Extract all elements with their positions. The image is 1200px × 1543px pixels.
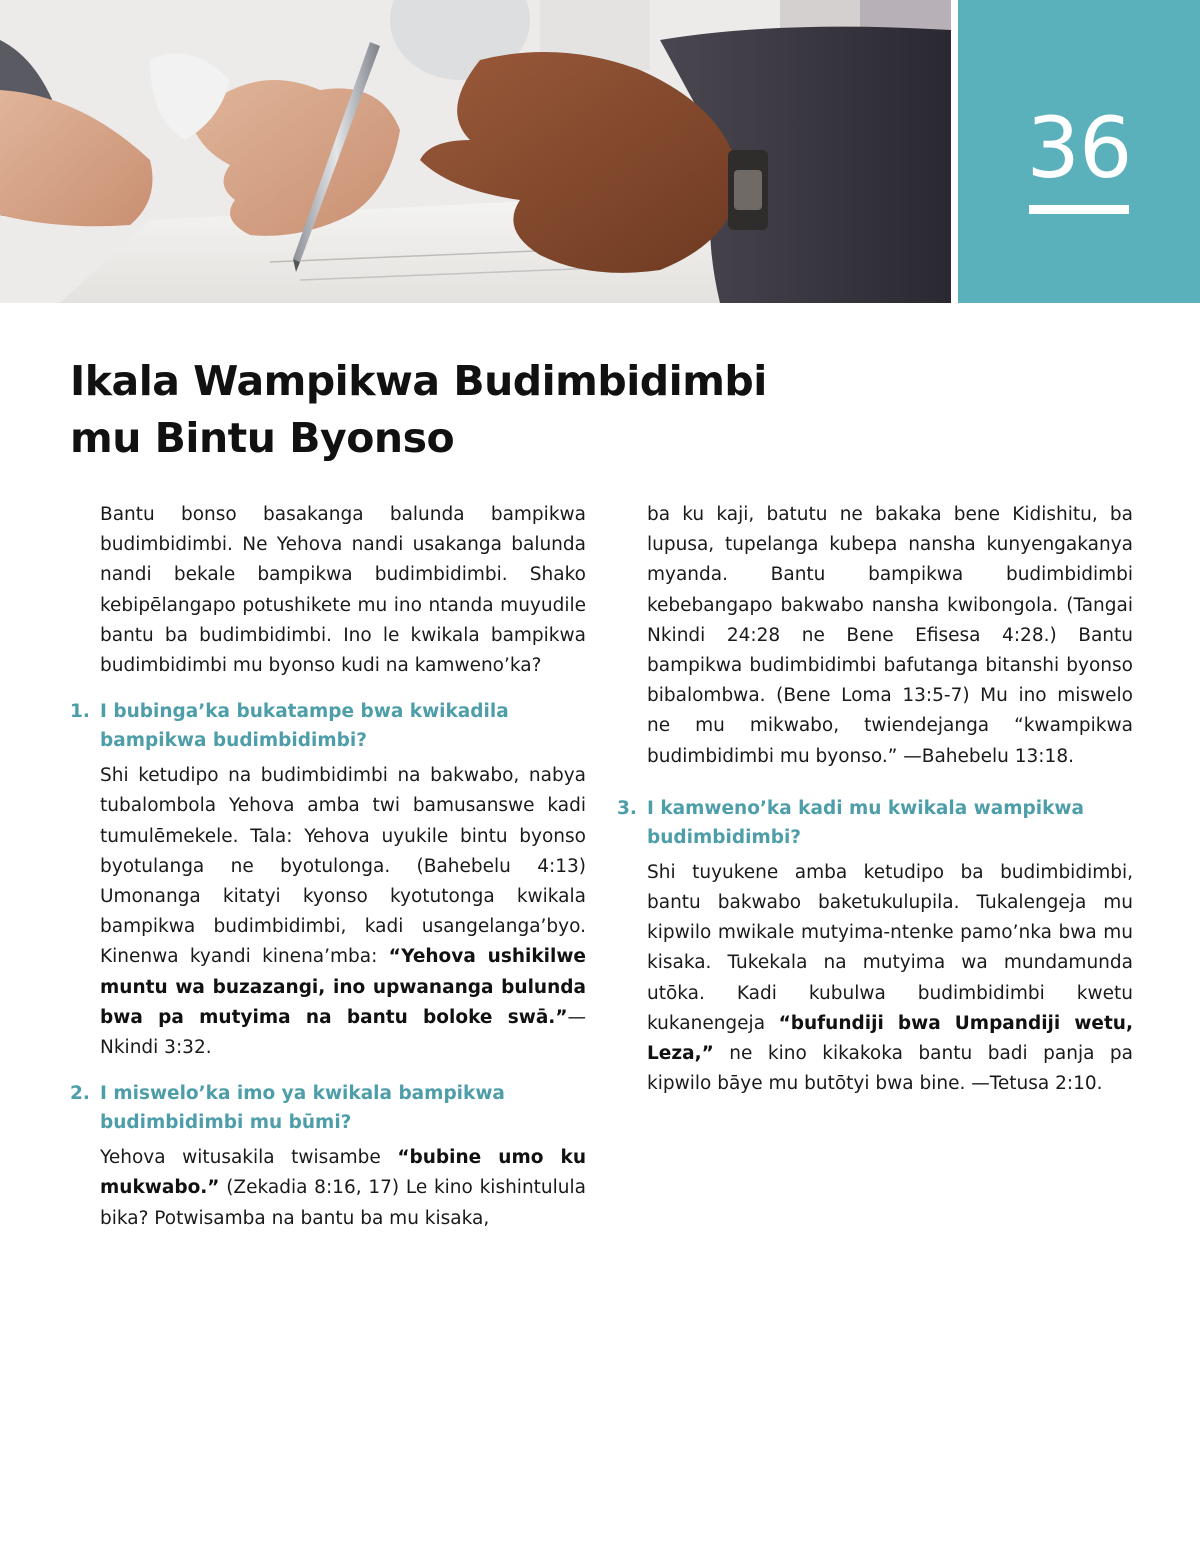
section-3-quote: “bufundiji bwa Umpandiji wetu, Leza,” — [647, 1012, 1133, 1065]
question-text: I kamweno’ka kadi mu kwikala wampikwa budimbidimbi? — [647, 797, 1084, 848]
lesson-title-line1: Ikala Wampikwa Budimbidimbi — [70, 357, 767, 405]
question-text: I miswelo’ka imo ya kwikala bampikwa budimbidimbi mu būmi? — [100, 1083, 505, 1134]
section-3-text-after: ne kino kikakoka bantu badi panja pa kipwilo bāye mu butōtyi bwa bine. —Tetusa 2:10. — [647, 1043, 1133, 1095]
lesson-title-line2: mu Bintu Byonso — [70, 414, 455, 462]
section-3-text: Shi tuyukene amba ketudipo ba budimbidimbi, bantu bakwabo baketukulupila. Tukalengeja mu kipwilo mwikale mutyima-ntenke pamo’nka bwa mu kisaka. Tukekala na mutyima wa mundamunda utōka. Kadi kubulwa budimbidimbi kwetu kukanengeja — [647, 861, 1133, 1034]
lesson-number-panel — [958, 0, 1200, 303]
section-1-paragraph — [100, 761, 586, 1063]
section-1-text: Shi ketudipo na budimbidimbi na bakwabo, nabya tubalombola Yehova amba twi bamusanswe kadi tumulēmekele. Tala: Yehova uyukile bintu byonso byotulanga ne byotulonga. (Bahebelu 4:13) Umonanga kitatyi kyonso kyotutonga kwikala bampikwa budimbidimbi, kadi usangelanga’byo. Kinenwa kyandi kinena’mba: — [100, 765, 586, 968]
question-number: 3. — [617, 797, 637, 819]
left-column — [70, 500, 586, 1234]
section-2-text: Yehova witusakila twisambe — [100, 1147, 398, 1169]
lesson-title — [70, 353, 1070, 467]
lesson-number-underline — [1029, 205, 1129, 214]
section-2-paragraph — [100, 1143, 586, 1234]
question-text: I bubinga’ka bukatampe bwa kwikadila bampikwa budimbidimbi? — [100, 701, 509, 752]
lesson-number: 36 — [1026, 99, 1132, 197]
section-2-text-after: (Zekadia 8:16, 17) Le kino kishintulula bika? Potwisamba na bantu ba mu kisaka, — [100, 1177, 586, 1229]
question-heading-2 — [70, 1079, 586, 1137]
question-heading-1 — [70, 697, 586, 755]
intro-paragraph: Bantu bonso basakanga balunda bampikwa budimbidimbi. Ne Yehova nandi usakanga balunda nandi bekale bampikwa budimbidimbi. Shako kebipēlangapo potushikete mu ino ntanda muyudile bantu ba budimbidimbi. Ino le kwikala bampikwa budimbidimbi mu byonso kudi na kamweno’ka? — [100, 504, 586, 677]
question-number: 1. — [70, 701, 90, 723]
question-heading-3 — [617, 794, 1133, 852]
question-number: 2. — [70, 1083, 90, 1105]
section-1-reference: —Nkindi 3:32. — [100, 1006, 586, 1059]
right-column — [617, 500, 1133, 1099]
section-2-continued-paragraph: ba ku kaji, batutu ne bakaka bene Kidishitu, ba lupusa, tupelanga kubepa nansha kunyengakanya myanda. Bantu bampikwa budimbidimbi kebebangapo bakwabo nansha kwibongola. (Tangai Nkindi 24:28 ne Bene Efisesa 4:28.) Bantu bampikwa budimbidimbi bafutanga bitanshi byonso bibalombwa. (Bene Loma 13:5-7) Mu ino miswelo ne mu mikwabo, twiendejanga “kwampikwa budimbidimbi mu byonso.” —Bahebelu 13:18. — [647, 504, 1133, 767]
section-3-paragraph — [647, 858, 1133, 1100]
signing-document-illustration — [0, 0, 951, 303]
section-1-quote: “Yehova ushikilwe muntu wa buzazangi, ino upwananga bulunda bwa pa mutyima na bantu boloke swā.” — [100, 946, 586, 1028]
section-2-quote: “bubine umo ku mukwabo.” — [100, 1147, 586, 1199]
hero-photo — [0, 0, 951, 303]
